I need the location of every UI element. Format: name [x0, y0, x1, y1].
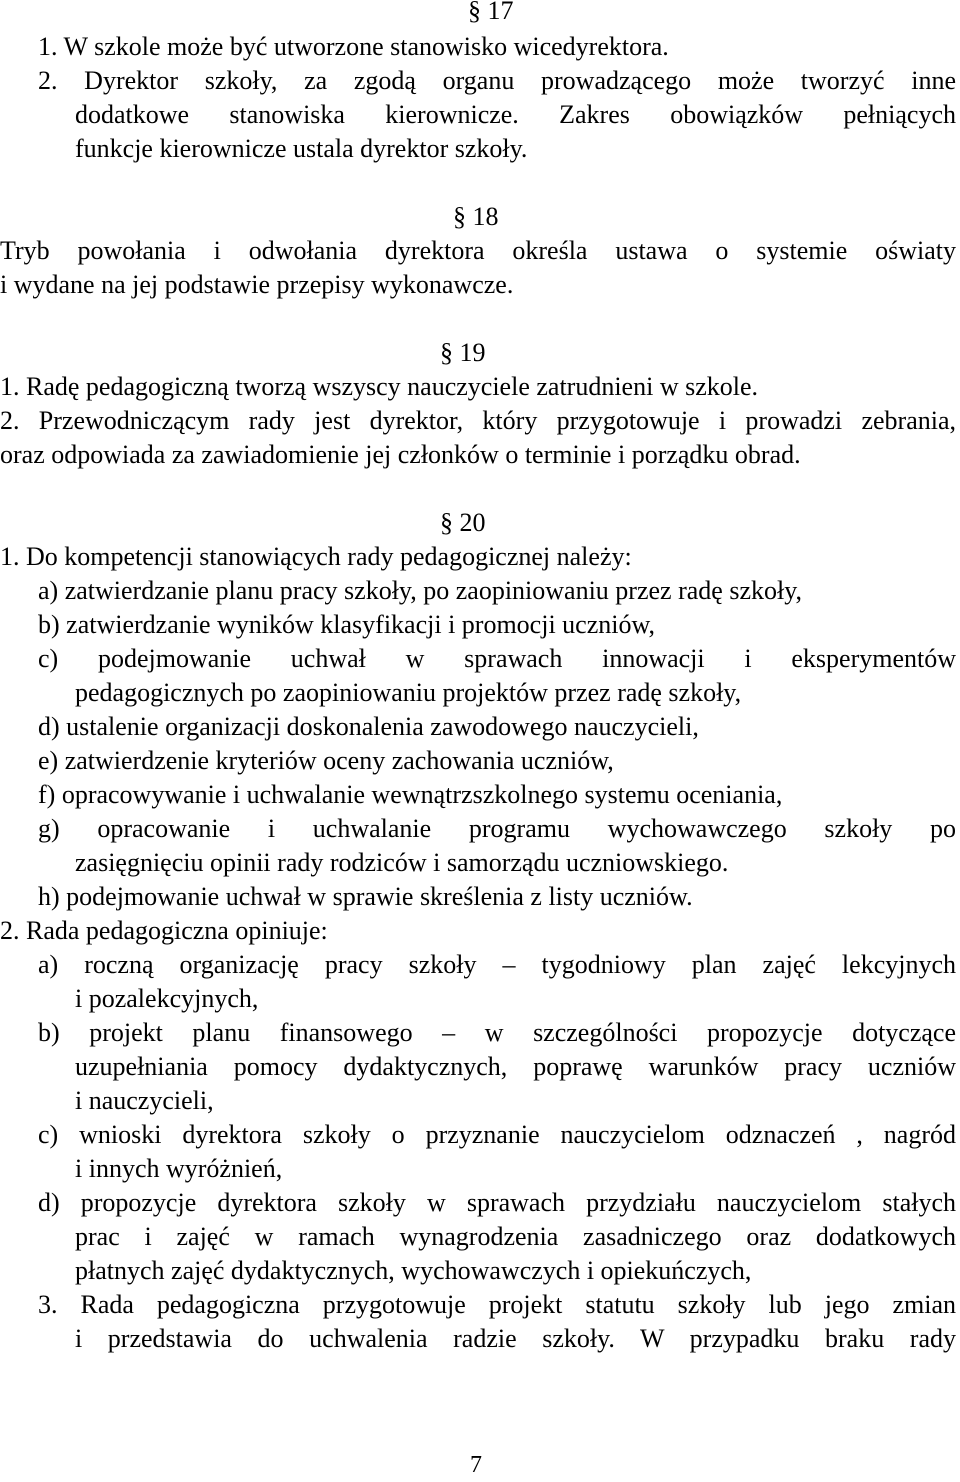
- list-item: c) podejmowanie uchwał w sprawach innowacji i eksperymentów: [38, 644, 956, 673]
- list-item: h) podejmowanie uchwał w sprawie skreślenia z listy uczniów.: [38, 882, 693, 911]
- paragraph-line: i przedstawia do uchwalenia radzie szkoły. W przypadku braku rady: [75, 1324, 956, 1353]
- list-item: b) projekt planu finansowego – w szczególności propozycje dotyczące: [38, 1018, 956, 1047]
- list-item: e) zatwierdzenie kryteriów oceny zachowania uczniów,: [38, 746, 614, 775]
- list-item-continuation: uzupełniania pomocy dydaktycznych, poprawę warunków pracy uczniów: [75, 1052, 956, 1081]
- list-item: g) opracowanie i uchwalanie programu wychowawczego szkoły po: [38, 814, 956, 843]
- section-heading-19: § 19: [440, 338, 486, 367]
- list-item: d) ustalenie organizacji doskonalenia zawodowego nauczycieli,: [38, 712, 699, 741]
- paragraph-line: 3. Rada pedagogiczna przygotowuje projekt statutu szkoły lub jego zmian: [38, 1290, 956, 1319]
- list-item: a) roczną organizację pracy szkoły – tygodniowy plan zajęć lekcyjnych: [38, 950, 956, 979]
- list-item: a) zatwierdzanie planu pracy szkoły, po zaopiniowaniu przez radę szkoły,: [38, 576, 803, 605]
- paragraph-line: oraz odpowiada za zawiadomienie jej członków o terminie i porządku obrad.: [0, 440, 801, 469]
- list-item-continuation: prac i zajęć w ramach wynagrodzenia zasadniczego oraz dodatkowych: [75, 1222, 956, 1251]
- list-item-continuation: zasięgnięciu opinii rady rodziców i samorządu uczniowskiego.: [75, 848, 729, 877]
- list-item-continuation: i innych wyróżnień,: [75, 1154, 283, 1183]
- paragraph-line: 1. Do kompetencji stanowiących rady pedagogicznej należy:: [0, 542, 632, 571]
- section-heading-20: § 20: [440, 508, 486, 537]
- list-item: b) zatwierdzanie wyników klasyfikacji i promocji uczniów,: [38, 610, 656, 639]
- paragraph-line: 2. Rada pedagogiczna opiniuje:: [0, 916, 328, 945]
- page-number: 7: [470, 1452, 482, 1478]
- list-item-continuation: i nauczycieli,: [75, 1086, 214, 1115]
- list-item-continuation: pedagogicznych po zaopiniowaniu projektów przez radę szkoły,: [75, 678, 742, 707]
- paragraph-line: funkcje kierownicze ustala dyrektor szkoły.: [75, 134, 528, 163]
- list-item: c) wnioski dyrektora szkoły o przyznanie nauczycielom odznaczeń , nagród: [38, 1120, 956, 1149]
- list-item: f) opracowywanie i uchwalanie wewnątrzszkolnego systemu oceniania,: [38, 780, 783, 809]
- paragraph-line: 1. W szkole może być utworzone stanowisko wicedyrektora.: [38, 32, 669, 61]
- paragraph-line: Tryb powołania i odwołania dyrektora określa ustawa o systemie oświaty: [0, 236, 956, 265]
- section-heading-17: § 17: [468, 0, 514, 25]
- paragraph-line: dodatkowe stanowiska kierownicze. Zakres obowiązków pełniących: [75, 100, 956, 129]
- paragraph-line: 2. Przewodniczącym rady jest dyrektor, który przygotowuje i prowadzi zebrania,: [0, 406, 956, 435]
- section-heading-18: § 18: [453, 202, 499, 231]
- paragraph-line: i wydane na jej podstawie przepisy wykonawcze.: [0, 270, 514, 299]
- list-item-continuation: płatnych zajęć dydaktycznych, wychowawczych i opiekuńczych,: [75, 1256, 752, 1285]
- paragraph-line: 2. Dyrektor szkoły, za zgodą organu prowadzącego może tworzyć inne: [38, 66, 956, 95]
- paragraph-line: 1. Radę pedagogiczną tworzą wszyscy nauczyciele zatrudnieni w szkole.: [0, 372, 759, 401]
- list-item-continuation: i pozalekcyjnych,: [75, 984, 259, 1013]
- list-item: d) propozycje dyrektora szkoły w sprawach przydziału nauczycielom stałych: [38, 1188, 956, 1217]
